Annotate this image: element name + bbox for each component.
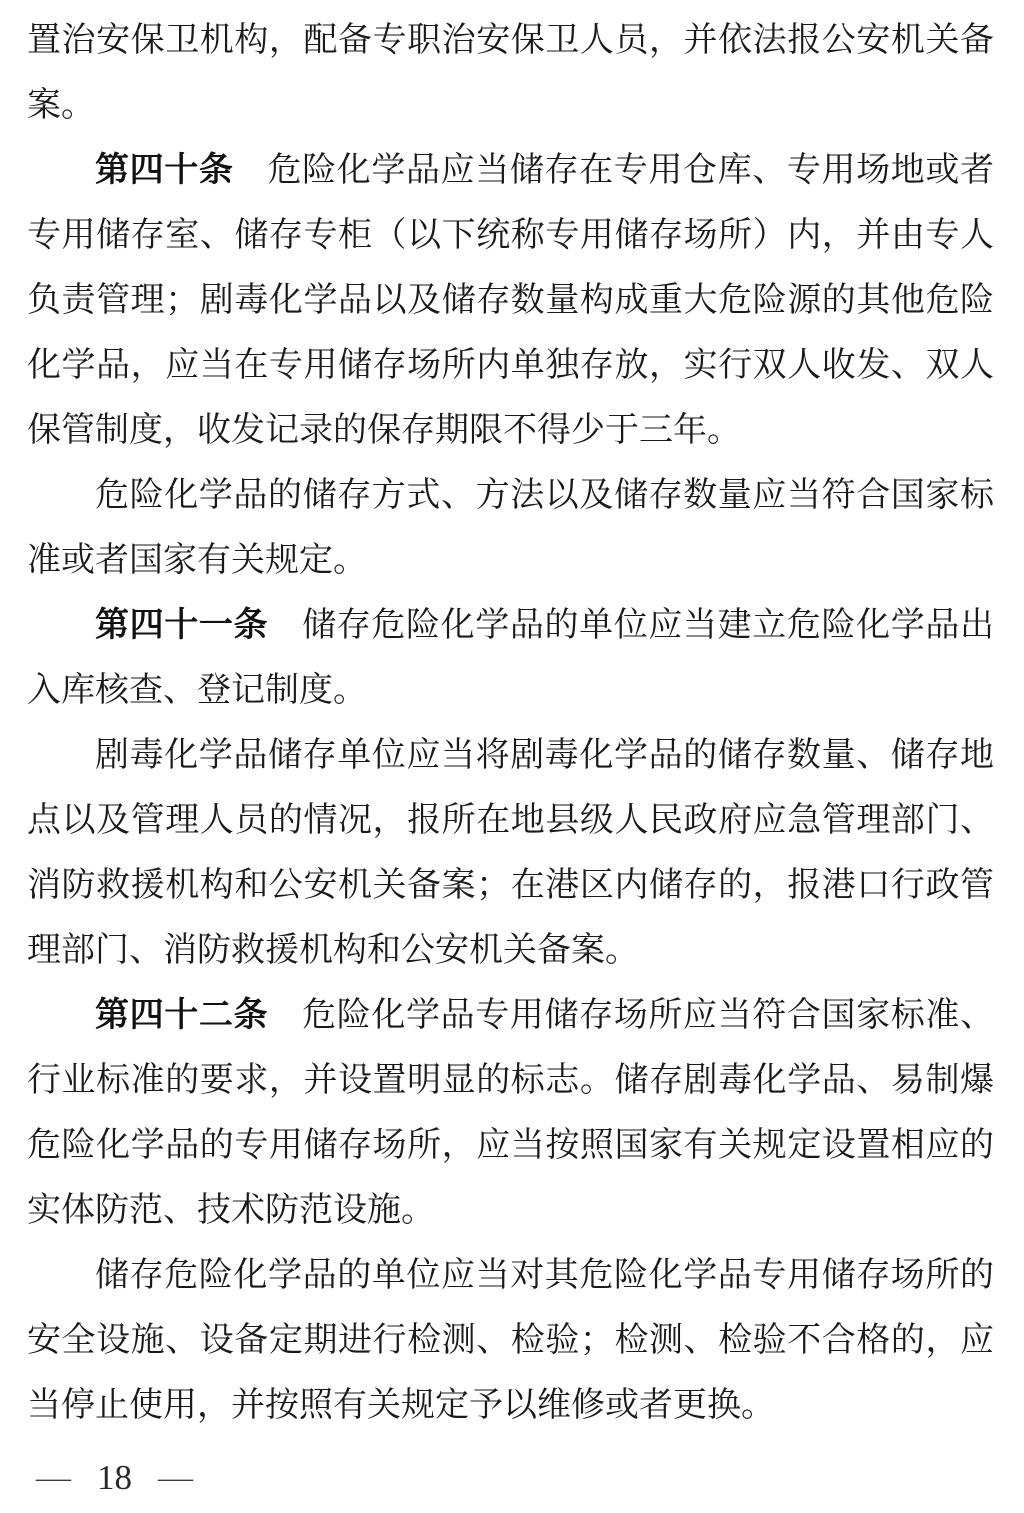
page-number: 18 — [97, 1458, 132, 1497]
article-42-paragraph — [27, 983, 994, 1243]
article-40-paragraph — [27, 138, 994, 463]
article-40-number: 第四十条 — [95, 151, 234, 189]
paragraph-text: 置治安保卫机构，配备专职治安保卫人员，并依法报公安机关备案。 — [27, 22, 994, 124]
paragraph-text: 储存危险化学品的单位应当对其危险化学品专用储存场所的安全设施、设备定期进行检测、检验；检测、检验不合格的，应当停止使用，并按照有关规定予以维修或者更换。 — [27, 1257, 994, 1424]
article-41-number: 第四十一条 — [95, 606, 269, 644]
article-42-clause-2 — [27, 1243, 994, 1438]
footer-dash-right: — — [158, 1462, 193, 1494]
footer-dash-left: — — [36, 1462, 71, 1494]
article-40-clause-2 — [27, 463, 994, 593]
paragraph-text: 危险化学品的储存方式、方法以及储存数量应当符合国家标准或者国家有关规定。 — [27, 477, 994, 579]
paragraph-text: 剧毒化学品储存单位应当将剧毒化学品的储存数量、储存地点以及管理人员的情况，报所在地县级人民政府应急管理部门、消防救援机构和公安机关备案；在港区内储存的，报港口行政管理部门、消防救援机构和公安机关备案。 — [27, 737, 994, 969]
article-42-number: 第四十二条 — [95, 996, 269, 1034]
paragraph-continuation — [27, 8, 994, 138]
article-41-paragraph — [27, 593, 994, 723]
article-41-clause-2 — [27, 723, 994, 983]
paragraph-text: 储存危险化学品的单位应当建立危险化学品出入库核查、登记制度。 — [27, 607, 994, 709]
page-footer — [36, 1458, 193, 1498]
paragraph-text: 危险化学品应当储存在专用仓库、专用场地或者专用储存室、储存专柜（以下统称专用储存场所）内，并由专人负责管理；剧毒化学品以及储存数量构成重大危险源的其他危险化学品，应当在专用储存场所内单独存放，实行双人收发、双人保管制度，收发记录的保存期限不得少于三年。 — [27, 152, 994, 449]
paragraph-text: 危险化学品专用储存场所应当符合国家标准、行业标准的要求，并设置明显的标志。储存剧毒化学品、易制爆危险化学品的专用储存场所，应当按照国家有关规定设置相应的实体防范、技术防范设施。 — [27, 997, 994, 1229]
